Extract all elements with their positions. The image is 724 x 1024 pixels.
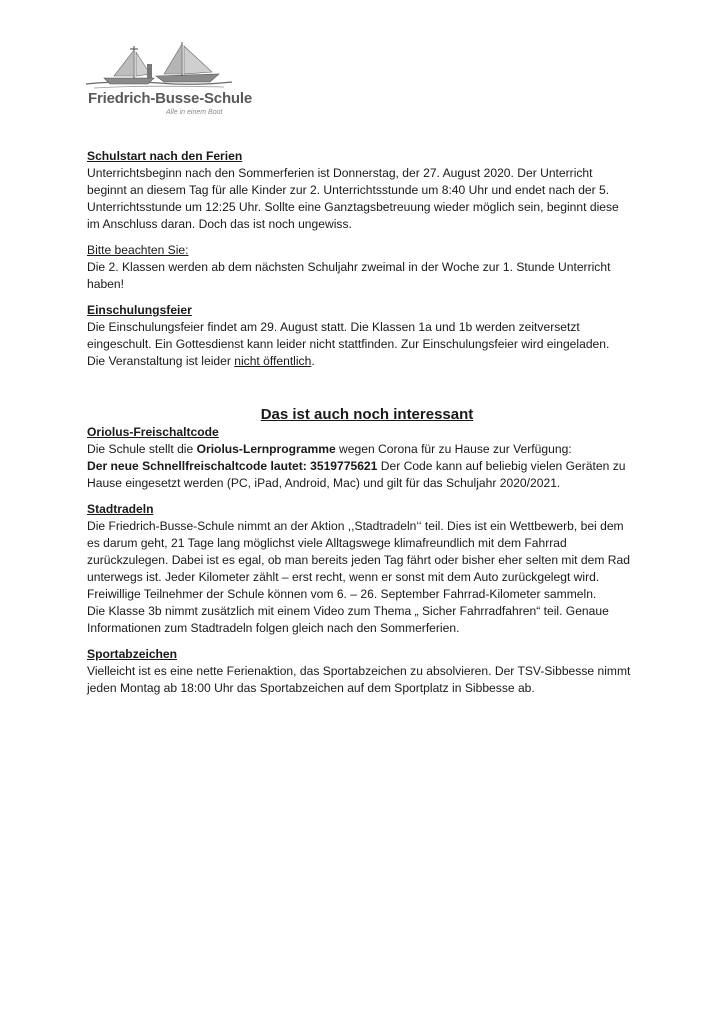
oriolus-line-2-suffix: Der Code kann auf beliebig vielen Geräten zu bbox=[377, 459, 626, 473]
sportabzeichen-line-2: jeden Montag ab 18:00 Uhr das Sportabzeichen auf dem Sportplatz in Sibbesse ab. bbox=[87, 681, 535, 695]
stadtradeln-line-3: zurückzulegen. Dabei ist es egal, ob man bereits jeden Tag fährt oder bisher eher selten mit dem Rad bbox=[87, 553, 630, 567]
einschulung-not-public: nicht öffentlich bbox=[234, 354, 312, 368]
heading-oriolus: Oriolus-Freischaltcode bbox=[87, 425, 219, 439]
oriolus-line-3: Hause eingesetzt werden (PC, iPad, Android, Mac) und gilt für das Schuljahr 2020/2021. bbox=[87, 476, 561, 490]
stadtradeln-line-4: unterwegs ist. Jeder Kilometer zählt – erst recht, wenn er sonst mit dem Auto zurückgelegt wird. bbox=[87, 570, 600, 584]
hinweis-line-2: haben! bbox=[87, 277, 124, 291]
einschulung-line-3-suffix: . bbox=[311, 354, 315, 368]
heading-einschulung: Einschulungsfeier bbox=[87, 303, 192, 317]
schulstart-line-2: beginnt an diesem Tag für alle Kinder zur 2. Unterrichtsstunde um 8:40 Uhr und endet nach der 5. bbox=[87, 183, 610, 197]
oriolus-code: Der neue Schnellfreischaltcode lautet: 3519775621 bbox=[87, 459, 378, 473]
heading-stadtradeln: Stadtradeln bbox=[87, 502, 154, 516]
einschulung-line-3 bbox=[87, 353, 647, 370]
schulstart-line-4: im Anschluss daran. Doch das ist noch ungewiss. bbox=[87, 217, 352, 231]
sailing-ship-icon bbox=[84, 40, 234, 92]
einschulung-line-2: eingeschult. Ein Gottesdienst kann leider nicht stattfinden. Zur Einschulungsfeier wird eingeladen. bbox=[87, 337, 610, 351]
hinweis-line-1: Die 2. Klassen werden ab dem nächsten Schuljahr zweimal in der Woche zur 1. Stunde Unterricht bbox=[87, 260, 611, 274]
oriolus-line-2 bbox=[87, 458, 647, 475]
stadtradeln-line-1: Die Friedrich-Busse-Schule nimmt an der Aktion ,,Stadtradeln‘‘ teil. Dies ist ein Wettbewerb, bei dem bbox=[87, 519, 624, 533]
stadtradeln-line-7: Informationen zum Stadtradeln folgen gleich nach den Sommerferien. bbox=[87, 621, 460, 635]
oriolus-line-1-prefix: Die Schule stellt die bbox=[87, 442, 197, 456]
logo-slogan: Alle in einem Boot bbox=[166, 109, 223, 116]
stadtradeln-line-5: Freiwillige Teilnehmer der Schule können vom 6. – 26. September Fahrrad-Kilometer sammeln. bbox=[87, 587, 597, 601]
newsletter-content bbox=[87, 148, 647, 697]
interessant-title: Das ist auch noch interessant bbox=[260, 406, 474, 423]
sportabzeichen-line-1: Vielleicht ist es eine nette Ferienaktion, das Sportabzeichen zu absolvieren. Der TSV-Sibbesse nimmt bbox=[87, 664, 631, 678]
heading-sportabzeichen: Sportabzeichen bbox=[87, 647, 178, 661]
school-logo bbox=[84, 40, 252, 122]
einschulung-line-3-prefix: Die Veranstaltung ist leider bbox=[87, 354, 235, 368]
schulstart-line-1: Unterrichtsbeginn nach den Sommerferien ist Donnerstag, der 27. August 2020. Der Unterricht bbox=[87, 166, 593, 180]
logo-school-name: Friedrich-Busse-Schule bbox=[88, 90, 252, 107]
oriolus-line-1-suffix: wegen Corona für zu Hause zur Verfügung: bbox=[335, 442, 572, 456]
schulstart-line-3: Unterrichtsstunde um 12:25 Uhr. Sollte eine Ganztagsbetreuung wieder möglich sein, beginnt diese bbox=[87, 200, 619, 214]
stadtradeln-line-6: Die Klasse 3b nimmt zusätzlich mit einem Video zum Thema „ Sicher Fahrradfahren“ teil. Genaue bbox=[87, 604, 609, 618]
heading-schulstart: Schulstart nach den Ferien bbox=[87, 149, 243, 163]
oriolus-programs: Oriolus-Lernprogramme bbox=[196, 442, 336, 456]
heading-hinweis: Bitte beachten Sie: bbox=[87, 243, 189, 257]
einschulung-line-1: Die Einschulungsfeier findet am 29. August statt. Die Klassen 1a und 1b werden zeitversetzt bbox=[87, 320, 580, 334]
stadtradeln-line-2: es darum geht, 21 Tage lang möglichst viele Alltagswege klimafreundlich mit dem Fahrrad bbox=[87, 536, 567, 550]
oriolus-line-1 bbox=[87, 441, 647, 458]
